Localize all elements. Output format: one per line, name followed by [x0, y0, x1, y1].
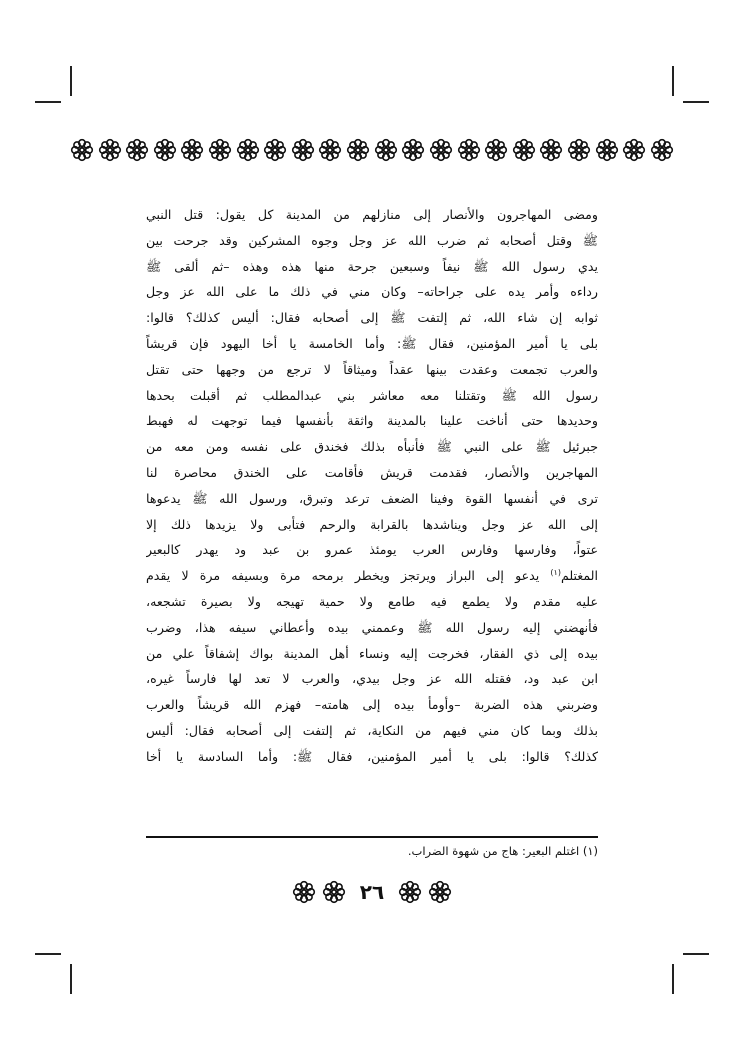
body-text [146, 202, 598, 770]
footnote-anchor-word: المغتلم [560, 568, 598, 584]
text-line: وضربني هذه الضربة –وأومأ بيده إلى هامته– فهزم الله قريشاً والعرب [146, 697, 598, 713]
flower-ornament-icon [484, 138, 508, 162]
page-number: ٢٦ [359, 880, 385, 904]
text-line: رداءه وأمر يده على جراحاته– وكان مني في ذلك ما على الله عز وجل [146, 284, 598, 300]
text-line: فأنهضني إليه رسول الله ﷺ وعممني بيده وأعطاني سيفه هذا، وضرب [146, 619, 598, 635]
flower-ornament-icon [401, 138, 425, 162]
flower-ornament-icon [208, 138, 232, 162]
footnote-divider [146, 836, 598, 838]
flower-ornament-icon [180, 138, 204, 162]
flower-ornament-icon [595, 138, 619, 162]
flower-ornament-icon [622, 138, 646, 162]
flower-ornament-icon [70, 138, 94, 162]
flower-ornament-icon [567, 138, 591, 162]
flower-ornament-icon [512, 138, 536, 162]
text-line: يدي رسول الله ﷺ نيفاً وسبعين جرحة منها هذه وهذه –ثم ألقى ﷺ [146, 258, 598, 274]
text-line: ترى في أنفسها القوة وفينا الضعف ترعد وتبرق، ورسول الله ﷺ يدعوها [146, 490, 598, 506]
text-line: ﷺ وقتل أصحابه ثم ضرب الله عز وجل وجوه المشركين وقد جرحت بين [146, 232, 598, 248]
flower-ornament-icon [292, 880, 316, 904]
flower-ornament-icon [398, 880, 422, 904]
crop-mark-top-left-v [70, 66, 72, 96]
flower-ornament-icon [428, 880, 452, 904]
footnote-ref[interactable]: (١) [550, 567, 561, 577]
text-line: والعرب تجمعت وعقدت بينها عقداً وميثاقاً لا ترجع من وجهها حتى تقتل [146, 361, 598, 377]
flower-ornament-icon [98, 138, 122, 162]
flower-ornament-icon [236, 138, 260, 162]
flower-ornament-icon [429, 138, 453, 162]
text-line: بلى يا أمير المؤمنين، فقال ﷺ: وأما الخامسة يا أخا اليهود فإن قريشاً [146, 335, 598, 351]
crop-mark-bottom-left-v [70, 964, 72, 994]
ornament-border [70, 133, 674, 167]
crop-mark-top-right-v [672, 66, 674, 96]
flower-ornament-icon [153, 138, 177, 162]
flower-ornament-icon [125, 138, 149, 162]
text-line: عليه مقدم ولا يطمع فيه طامع ولا حمية تهيجه ولا بصيرة تشجعه، [146, 593, 598, 609]
flower-ornament-icon [374, 138, 398, 162]
text-line-with-footnote-ref [146, 563, 598, 589]
text-line: كذلك؟ قالوا: بلى يا أمير المؤمنين، فقال ﷺ: وأما السادسة يا أخا [146, 748, 598, 764]
flower-ornament-icon [457, 138, 481, 162]
footnote: (١) اغتلم البعير: هاج من شهوة الضراب. [407, 844, 598, 858]
text-line: بيده إلى ذي الفقار، فخرجت إليه ونساء أهل المدينة بواك إشفاقاً علي من [146, 645, 598, 661]
flower-ornament-icon [346, 138, 370, 162]
text-line: رسول الله ﷺ وتقتلنا معه معاشر بني عبدالمطلب ثم أقبلت بحدها [146, 387, 598, 403]
text-line: ومضى المهاجرون والأنصار إلى منازلهم من المدينة كل يقول: قتل النبي [146, 207, 598, 222]
page-number-footer [290, 877, 454, 907]
text-line: جبرئيل ﷺ على النبي ﷺ فأنبأه بذلك فخندق على نفسه ومن معه من [146, 439, 598, 455]
text-line-rest: يدعو إلى البراز ويرتجز ويخطر برمحه مرة وبسيفه مرة لا يقدم [146, 568, 540, 584]
flower-ornament-icon [539, 138, 563, 162]
flower-ornament-icon [322, 880, 346, 904]
crop-mark-top-left-h [35, 101, 61, 103]
crop-mark-bottom-left-h [35, 953, 61, 955]
text-line: وحديدها حتى أناخت علينا بالمدينة واثقة بأنفسها فيما توجهت له فهبط [146, 413, 598, 429]
flower-ornament-icon [291, 138, 315, 162]
text-line: ابن عبد ود، فقتله الله عز وجل بيدي، والعرب لا تعد لها فارساً غيره، [146, 671, 598, 687]
flower-ornament-icon [650, 138, 674, 162]
text-line: إلى الله عز وجل ويناشدها بالقرابة والرحم فتأبى ولا يزيدها ذلك إلا [146, 516, 598, 532]
flower-ornament-icon [263, 138, 287, 162]
text-line: ثوابه إن شاء الله، ثم إلتفت ﷺ إلى أصحابه فقال: أليس كذلك؟ قالوا: [146, 310, 598, 326]
crop-mark-bottom-right-h [683, 953, 709, 955]
crop-mark-top-right-h [683, 101, 709, 103]
text-line: عتواً، وفارسها وفارس العرب يومئذ عمرو بن عبد ود يهدر كالبعير [146, 542, 598, 558]
flower-ornament-icon [318, 138, 342, 162]
text-line: بذلك وبما كان مني فيهم من النكاية، ثم إلتفت إلى أصحابه فقال: أليس [146, 722, 598, 738]
text-line: المهاجرين والأنصار، فقدمت قريش فأقامت على الخندق محاصرة لنا [146, 464, 598, 480]
crop-mark-bottom-right-v [672, 964, 674, 994]
